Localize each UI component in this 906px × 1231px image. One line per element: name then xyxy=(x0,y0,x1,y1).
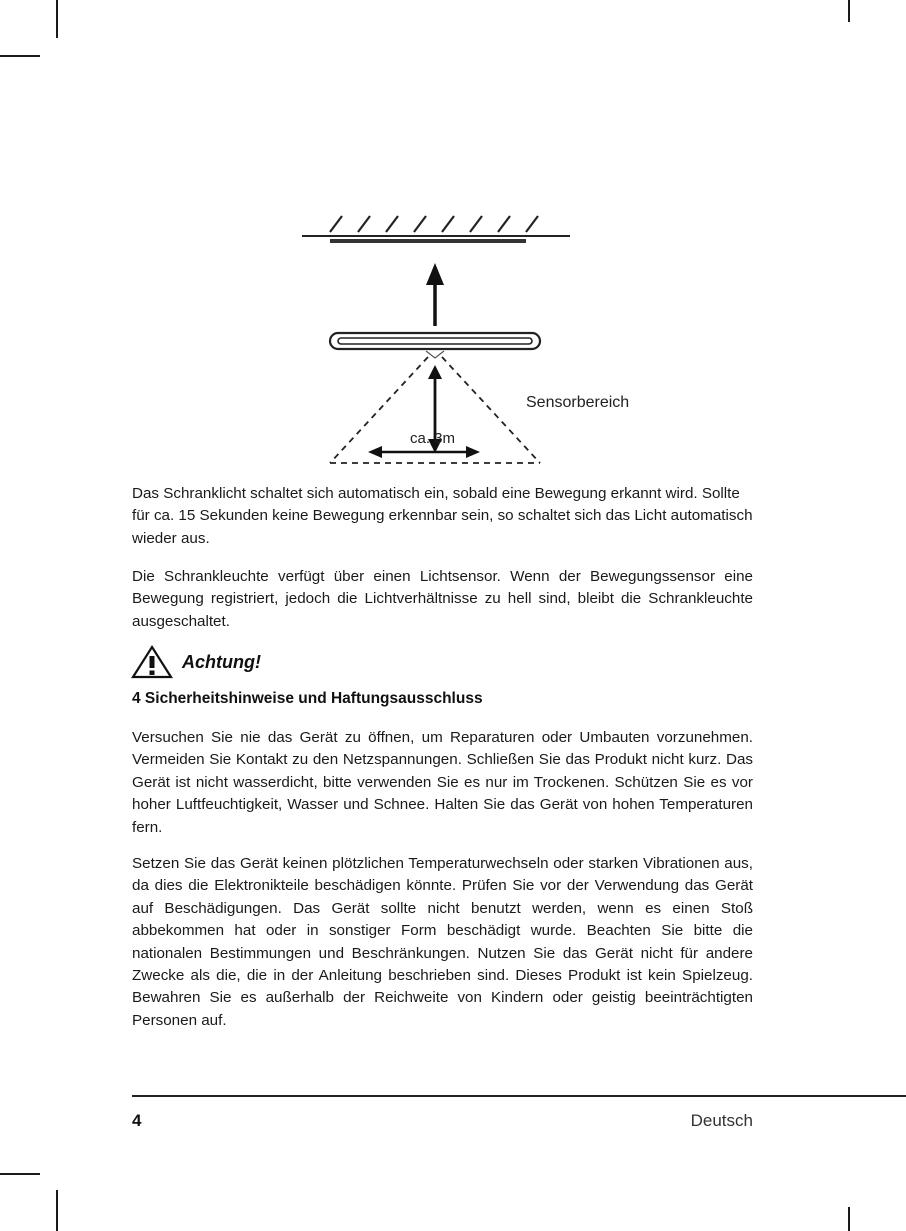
paragraph-auto-switch: Das Schranklicht schaltet sich automatisch ein, sobald eine Bewegung erkannt wird. Sollte für ca. 15 Sekunden keine Bewegung erkennbar sein, so schaltet sich das Licht automatisch wieder aus. xyxy=(132,485,753,547)
section-heading: 4 Sicherheitshinweise und Haftungsausschluss xyxy=(132,690,483,707)
sensor-area-label: Sensorbereich xyxy=(526,394,630,411)
footer-language: Deutsch xyxy=(690,1111,753,1130)
crop-mark-top-left-horizontal xyxy=(0,55,40,57)
warning-notice xyxy=(130,644,261,680)
height-arrow-top xyxy=(428,365,442,379)
sensor-dome xyxy=(426,351,444,358)
crop-mark-bottom-left-horizontal xyxy=(0,1173,40,1175)
paragraph-safety-2: Setzen Sie das Gerät keinen plötzlichen Temperaturwechseln oder starken Vibrationen aus, da dies die Elektronikteile beschädigen könnte. Prüfen Sie vor der Verwendung das Gerät auf Beschädigungen. Das Gerät sollte nicht benutzt werden, wenn es einen Stoß abbekommen hat oder in sonstiger Form beschädigt wurde. Beachten Sie bitte die nationalen Bestimmungen und Beschränkungen. Nutzen Sie das Gerät nicht für andere Zwecke als die, die in der Anleitung beschrieben sind. Dieses Produkt ist kein Spielzeug. Bewahren Sie es außerhalb der Reichweite von Kindern oder geistig beeinträchtigten Personen auf. xyxy=(132,855,753,1029)
warning-label: Achtung! xyxy=(182,651,261,672)
mount-arrow-head xyxy=(426,263,444,285)
crop-mark-bottom-left-vertical xyxy=(56,1190,58,1231)
warning-triangle-icon xyxy=(130,644,174,680)
sensor-range-diagram xyxy=(300,205,660,475)
light-bar-outer xyxy=(330,333,540,349)
width-arrow-left xyxy=(368,446,382,458)
crop-mark-top-right-vertical xyxy=(848,0,850,22)
distance-label: ca. 3m xyxy=(410,430,456,447)
ceiling-hatching xyxy=(330,216,538,232)
width-arrow-right xyxy=(466,446,480,458)
paragraph-light-sensor: Die Schrankleuchte verfügt über einen Lichtsensor. Wenn der Bewegungssensor eine Bewegung registriert, jedoch die Lichtverhältnisse zu hell sind, bleibt die Schrankleuchte ausgeschaltet. xyxy=(132,568,753,630)
crop-mark-top-left-vertical xyxy=(56,0,58,38)
page-number: 4 xyxy=(132,1111,142,1130)
paragraph-safety-1: Versuchen Sie nie das Gerät zu öffnen, um Reparaturen oder Umbauten vorzunehmen. Vermeiden Sie Kontakt zu den Netzspannungen. Schließen Sie das Produkt nicht kurz. Das Gerät ist nicht wasserdicht, bitte verwenden Sie es nur im Trockenen. Schützen Sie es vor hoher Luftfeuchtigkeit, Wasser und Schnee. Halten Sie das Gerät von hohen Temperaturen fern. xyxy=(132,729,753,836)
crop-mark-bottom-right-vertical xyxy=(848,1207,850,1231)
mounting-strip xyxy=(330,239,526,243)
footer-divider xyxy=(132,1095,906,1097)
